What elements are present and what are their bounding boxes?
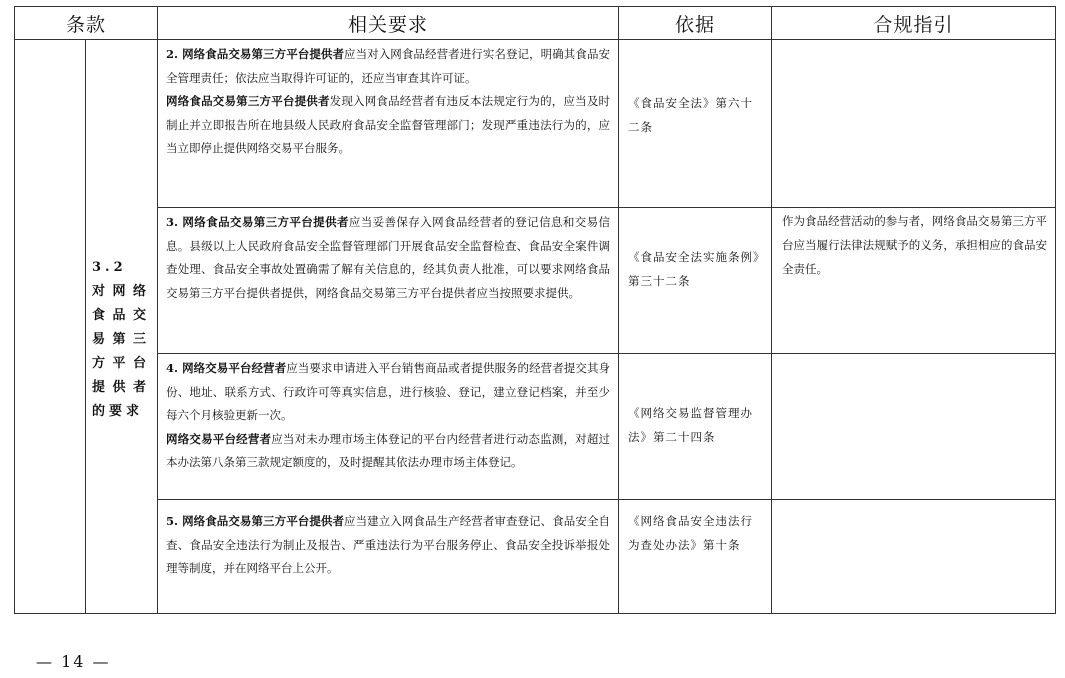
requirement-cell [158,500,619,614]
requirement-paragraph: 网络食品交易第三方平台提供者发现入网食品经营者有违反本法规定行为的，应当及时制止并立即报告所在地县级人民政府食品安全监督管理部门；发现严重违法行为的，应当立即停止提供网络交易平台服务。 [166,94,611,155]
header-basis: 依据 [619,7,772,40]
compliance-table [14,6,1056,614]
basis-cell: 《食品安全法》第六十二条 [619,40,772,208]
requirement-cell [158,208,619,354]
guide-empty-cell [772,40,1056,208]
header-requirement: 相关要求 [158,7,619,40]
clause-blank-cell [15,40,86,614]
guide-empty-cell [772,500,1056,614]
table-row [15,500,1056,614]
requirement-paragraph: 3. 网络食品交易第三方平台提供者应当妥善保存入网食品经营者的登记信息和交易信息。县级以上人民政府食品安全监督管理部门开展食品安全监督检查、食品安全案件调查处理、食品安全事故处置确需了解有关信息的，经其负责人批准，可以要求网络食品交易第三方平台提供者提供，网络食品交易第三方平台提供者应当按照要求提供。 [166,215,611,300]
header-guide: 合规指引 [772,7,1056,40]
header-clause: 条款 [15,7,158,40]
table-row [15,40,1056,208]
requirement-paragraph: 2. 网络食品交易第三方平台提供者应当对入网食品经营者进行实名登记，明确其食品安全管理责任；依法应当取得许可证的，还应当审查其许可证。 [166,47,611,85]
basis-cell: 《网络食品安全违法行为查处办法》第十条 [619,500,772,614]
table-row [15,354,1056,500]
page-number: — 14 — [36,652,111,671]
clause-label: 3.2 对网络食品交易第三方平台提供者的要求 [86,40,158,614]
basis-cell: 《网络交易监督管理办法》第二十四条 [619,354,772,500]
requirement-paragraph: 5. 网络食品交易第三方平台提供者应当建立入网食品生产经营者审查登记、食品安全自查、食品安全违法行为制止及报告、严重违法行为平台服务停止、食品安全投诉举报处理等制度，并在网络平台上公开。 [166,514,611,575]
guide-empty-cell [772,354,1056,500]
requirement-paragraph: 网络交易平台经营者应当对未办理市场主体登记的平台内经营者进行动态监测，对超过本办法第八条第三款规定额度的，及时提醒其依法办理市场主体登记。 [166,431,611,469]
table-row [15,208,1056,354]
requirement-cell [158,354,619,500]
guide-cell: 作为食品经营活动的参与者，网络食品交易第三方平台应当履行法律法规赋予的义务，承担相应的食品安全责任。 [772,208,1056,354]
table-header-row [15,7,1056,40]
basis-cell: 《食品安全法实施条例》第三十二条 [619,208,772,354]
requirement-cell [158,40,619,208]
requirement-paragraph: 4. 网络交易平台经营者应当要求申请进入平台销售商品或者提供服务的经营者提交其身份、地址、联系方式、行政许可等真实信息，进行核验、登记，建立登记档案，并至少每六个月核验更新一次。 [166,361,611,422]
